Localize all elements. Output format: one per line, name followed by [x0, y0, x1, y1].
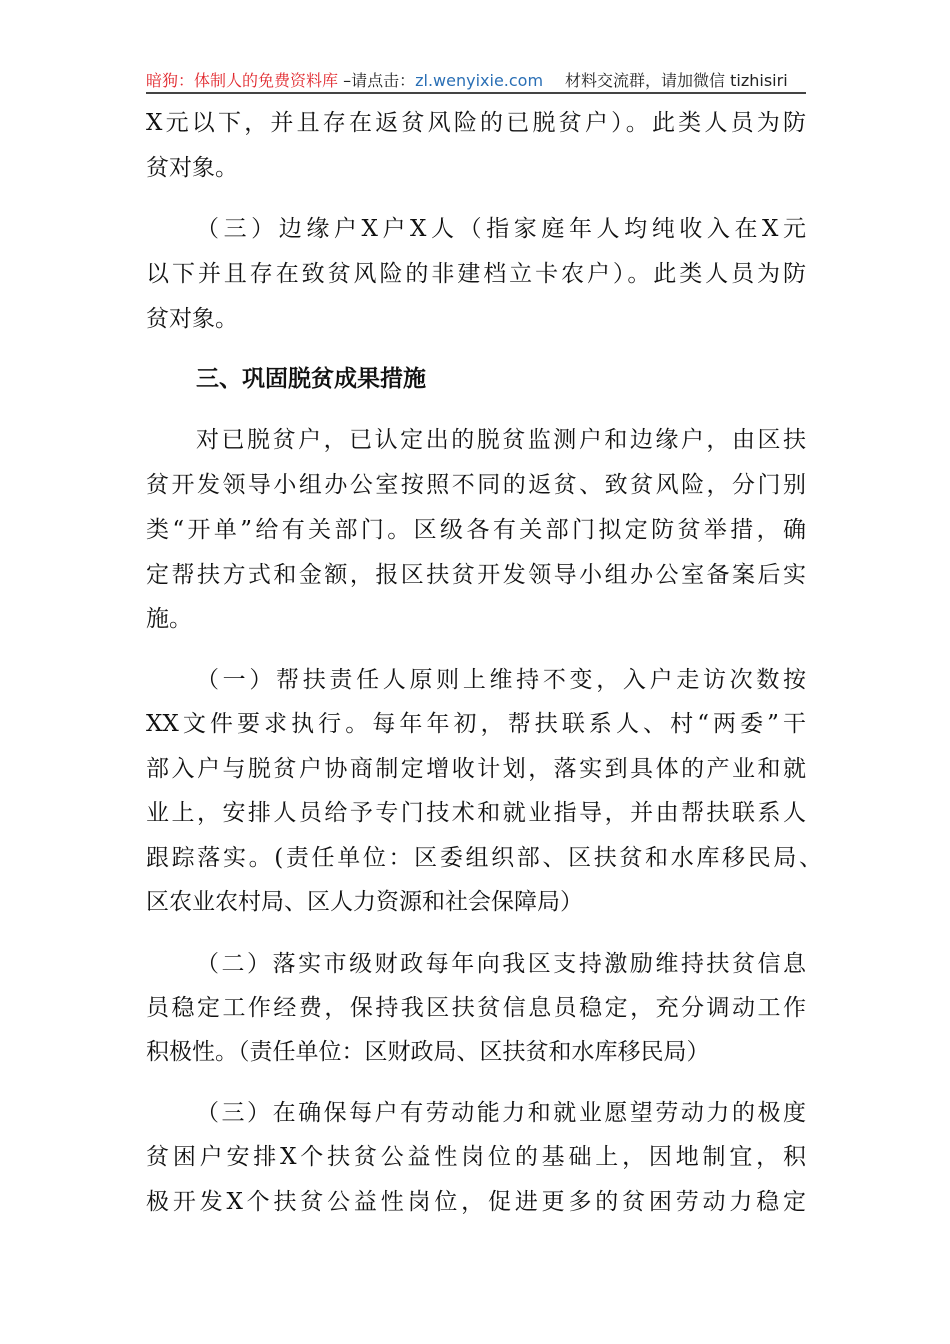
text-line: （三）边缘户X户X人（指家庭年人均纯收入在X元: [196, 216, 806, 242]
text-line: X元以下，并且存在返贫风险的已脱贫户）。此类人员为防: [146, 110, 806, 136]
text-line: （一）帮扶责任人原则上维持不变，入户走访次数按: [196, 667, 806, 693]
text-line: 区农业农村局、区人力资源和社会保障局）: [146, 889, 583, 915]
text-line: XX文件要求执行。每年年初，帮扶联系人、村“两委”干: [146, 711, 806, 737]
header-url-link[interactable]: zl.wenyixie.com: [415, 71, 544, 90]
text-line: 贫开发领导小组办公室按照不同的返贫、致贫风险，分门别: [146, 472, 806, 498]
text-line: 类“开单”给有关部门。区级各有关部门拟定防贫举措，确: [146, 517, 806, 543]
header-group-text: 材料交流群，请加微信 tizhisiri: [565, 71, 788, 90]
header-brand: 暗狗：体制人的免费资料库: [146, 71, 339, 90]
header-click-prompt: –请点击：: [338, 71, 416, 90]
text-line: 贫对象。: [146, 306, 238, 332]
section-heading: 三、巩固脱贫成果措施: [196, 366, 426, 392]
text-line: 施。: [146, 606, 192, 632]
text-line: 跟踪落实。(责任单位：区委组织部、区扶贫和水库移民局、: [146, 845, 822, 871]
text-line: 定帮扶方式和金额，报区扶贫开发领导小组办公室备案后实: [146, 562, 806, 588]
text-line: 极开发X个扶贫公益性岗位，促进更多的贫困劳动力稳定: [146, 1189, 806, 1215]
text-line: 部入户与脱贫户协商制定增收计划，落实到具体的产业和就: [146, 756, 806, 782]
text-line: 积极性。（责任单位：区财政局、区扶贫和水库移民局）: [146, 1039, 710, 1065]
text-line: （三）在确保每户有劳动能力和就业愿望劳动力的极度: [196, 1100, 806, 1126]
text-line: 业上，安排人员给予专门技术和就业指导，并由帮扶联系人: [146, 800, 806, 826]
text-line: 员稳定工作经费，保持我区扶贫信息员稳定，充分调动工作: [146, 995, 806, 1021]
text-line: 以下并且存在致贫风险的非建档立卡农户）。此类人员为防: [146, 261, 806, 287]
text-line: 对已脱贫户，已认定出的脱贫监测户和边缘户，由区扶: [196, 427, 806, 453]
text-line: 贫对象。: [146, 155, 238, 181]
header-divider: [146, 92, 806, 94]
page-header: [146, 68, 806, 91]
text-line: 贫困户安排X个扶贫公益性岗位的基础上，因地制宜，积: [146, 1144, 806, 1170]
text-line: （二）落实市级财政每年向我区支持激励维持扶贫信息: [196, 951, 806, 977]
